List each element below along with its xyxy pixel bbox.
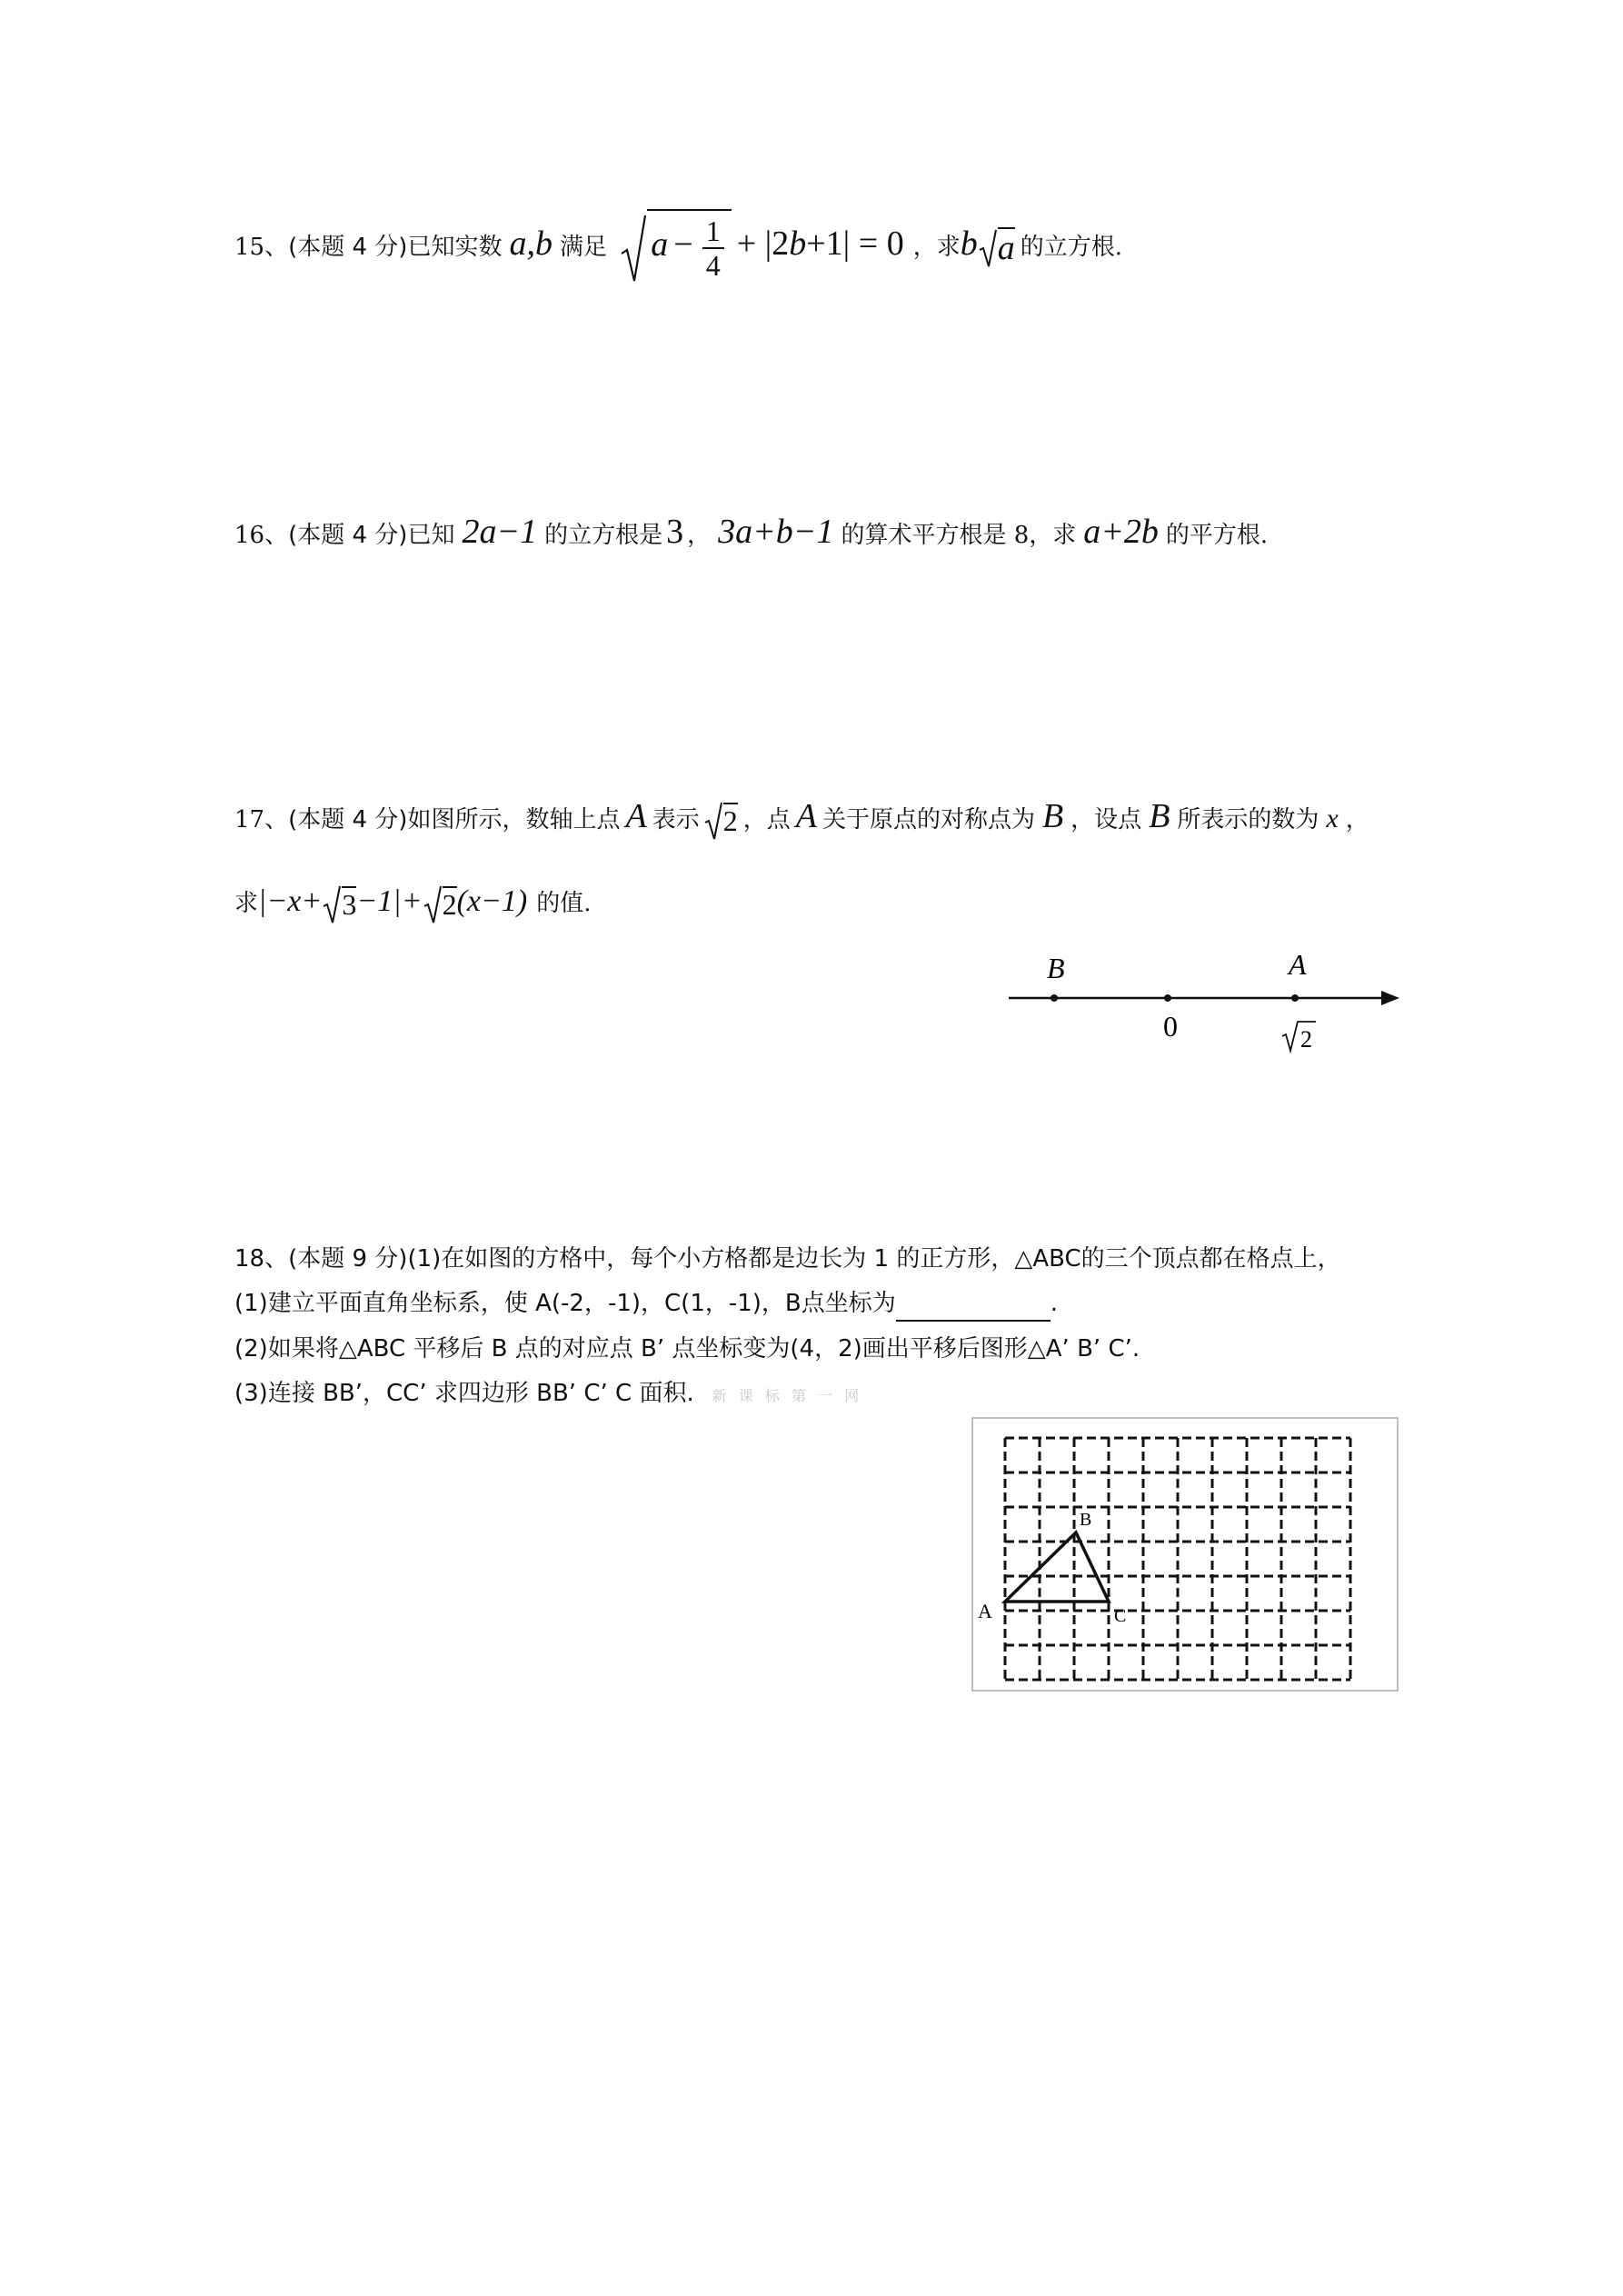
- question-18-line-3: (2)如果将△ABC 平移后 B 点的对应点 B’ 点坐标变为(4，2)画出平移后图形△A’ B’ C’.: [234, 1335, 1140, 1363]
- figure-frame: [972, 1418, 1398, 1691]
- question-17: [234, 791, 1369, 842]
- sqrt-a: [978, 211, 1015, 284]
- math-value: 3: [342, 887, 357, 921]
- radical-sign-icon: [620, 212, 647, 285]
- text-segment: (1)建立平面直角坐标系，使 A(-2，-1)，C(1，-1)，B点坐标为: [234, 1290, 896, 1317]
- text-segment: 的立方根.: [1020, 234, 1122, 261]
- text-segment: ，点: [742, 806, 791, 834]
- text-segment: ，: [687, 522, 712, 549]
- text-segment: 的平方根.: [1165, 522, 1269, 549]
- math-expr: a+2b: [1083, 513, 1159, 551]
- text-segment: 已知实数: [407, 234, 503, 261]
- math-value: 2: [722, 804, 738, 837]
- math-var: b: [960, 225, 978, 263]
- math-op: −: [673, 225, 693, 264]
- score-tag: (本题 4 分): [288, 806, 408, 834]
- math-var: B: [1041, 797, 1064, 835]
- question-18-line-4: [234, 1375, 862, 1414]
- text-segment: 所表示的数为: [1177, 806, 1319, 834]
- question-18-line-1: 18、(本题 9 分)(1)在如图的方格中，每个小方格都是边长为 1 的正方形，△ABC的三个顶点都在格点上，: [234, 1245, 1341, 1273]
- question-number: 15、: [234, 234, 289, 261]
- text-segment: 的值.: [536, 890, 592, 917]
- grid-label-A: A: [978, 1600, 992, 1622]
- point-B: [1050, 994, 1058, 1002]
- label-A: A: [1289, 948, 1307, 981]
- text-segment: 表示: [652, 806, 700, 834]
- grid-label-C: C: [1114, 1606, 1127, 1626]
- math-op: + |2: [736, 225, 790, 263]
- math-rest: +1| = 0: [806, 225, 904, 263]
- text-segment: 满足: [559, 234, 607, 261]
- radical-sign-icon: [978, 228, 998, 268]
- number-line-figure: [1000, 945, 1418, 1063]
- radical-sign-icon: [423, 884, 443, 924]
- text-segment: .: [1050, 1290, 1059, 1317]
- point-origin: [1164, 994, 1171, 1002]
- math-var: b: [789, 225, 807, 263]
- sqrt-3: [322, 878, 356, 929]
- question-number: 16、: [234, 522, 289, 549]
- question-16: [234, 509, 1268, 554]
- question-15: [234, 207, 1122, 280]
- sqrt-2: [703, 794, 738, 845]
- fraction-denominator: 4: [705, 249, 721, 282]
- math-var: A: [625, 797, 647, 835]
- text-segment: (3)连接 BB’，CC’ 求四边形 BB’ C’ C 面积.: [234, 1380, 694, 1407]
- math-value: 3: [666, 513, 684, 551]
- text-segment: ，设点: [1070, 806, 1142, 834]
- point-A: [1291, 994, 1299, 1002]
- text-segment: 求: [234, 890, 259, 917]
- question-18-line-2: [234, 1285, 1058, 1322]
- math-expr: −1|+: [356, 884, 423, 918]
- label-zero: 0: [1163, 1010, 1178, 1043]
- answer-blank[interactable]: [896, 1294, 1050, 1322]
- text-segment: 如图所示，数轴上点: [407, 806, 621, 834]
- watermark: 新 课 标 第 一 网: [712, 1387, 863, 1404]
- math-var: x: [1326, 804, 1339, 834]
- text-segment: 的立方根是: [544, 522, 663, 549]
- math-expr: |−x+: [258, 884, 323, 918]
- math-value: 2: [442, 887, 457, 921]
- math-var: B: [1149, 797, 1170, 835]
- math-expr: 2a−1: [462, 513, 538, 551]
- text-segment: 关于原点的对称点为: [821, 806, 1035, 834]
- radical-sign-icon: [703, 801, 723, 841]
- text-segment: 的算术平方根是 8，求: [841, 522, 1077, 549]
- arrow-head-icon: [1381, 991, 1399, 1005]
- score-tag: (本题 4 分): [288, 522, 408, 549]
- math-var: a: [651, 225, 669, 264]
- grid-figure: [963, 1416, 1409, 1698]
- sqrt-expression: [620, 211, 731, 285]
- math-var: A: [795, 797, 817, 835]
- fraction: [702, 216, 724, 280]
- question-17-line-2: [234, 876, 592, 927]
- text-segment: 已知: [407, 522, 455, 549]
- radical-sign-icon: [322, 884, 342, 924]
- score-tag: (本题 4 分): [288, 234, 408, 261]
- text-segment: ，: [1345, 806, 1369, 834]
- math-expr: 3a+b−1: [718, 513, 834, 551]
- label-B: B: [1047, 952, 1065, 984]
- grid-label-B: B: [1080, 1510, 1092, 1530]
- label-sqrt2: 2: [1300, 1026, 1312, 1053]
- math-expr: (x−1): [456, 884, 528, 918]
- math-var: a: [997, 228, 1015, 267]
- math-vars: a,b: [509, 225, 553, 263]
- sqrt-2: [423, 878, 457, 929]
- fraction-numerator: 1: [702, 216, 724, 249]
- question-number: 17、: [234, 806, 289, 834]
- text-segment: ，求: [912, 234, 961, 261]
